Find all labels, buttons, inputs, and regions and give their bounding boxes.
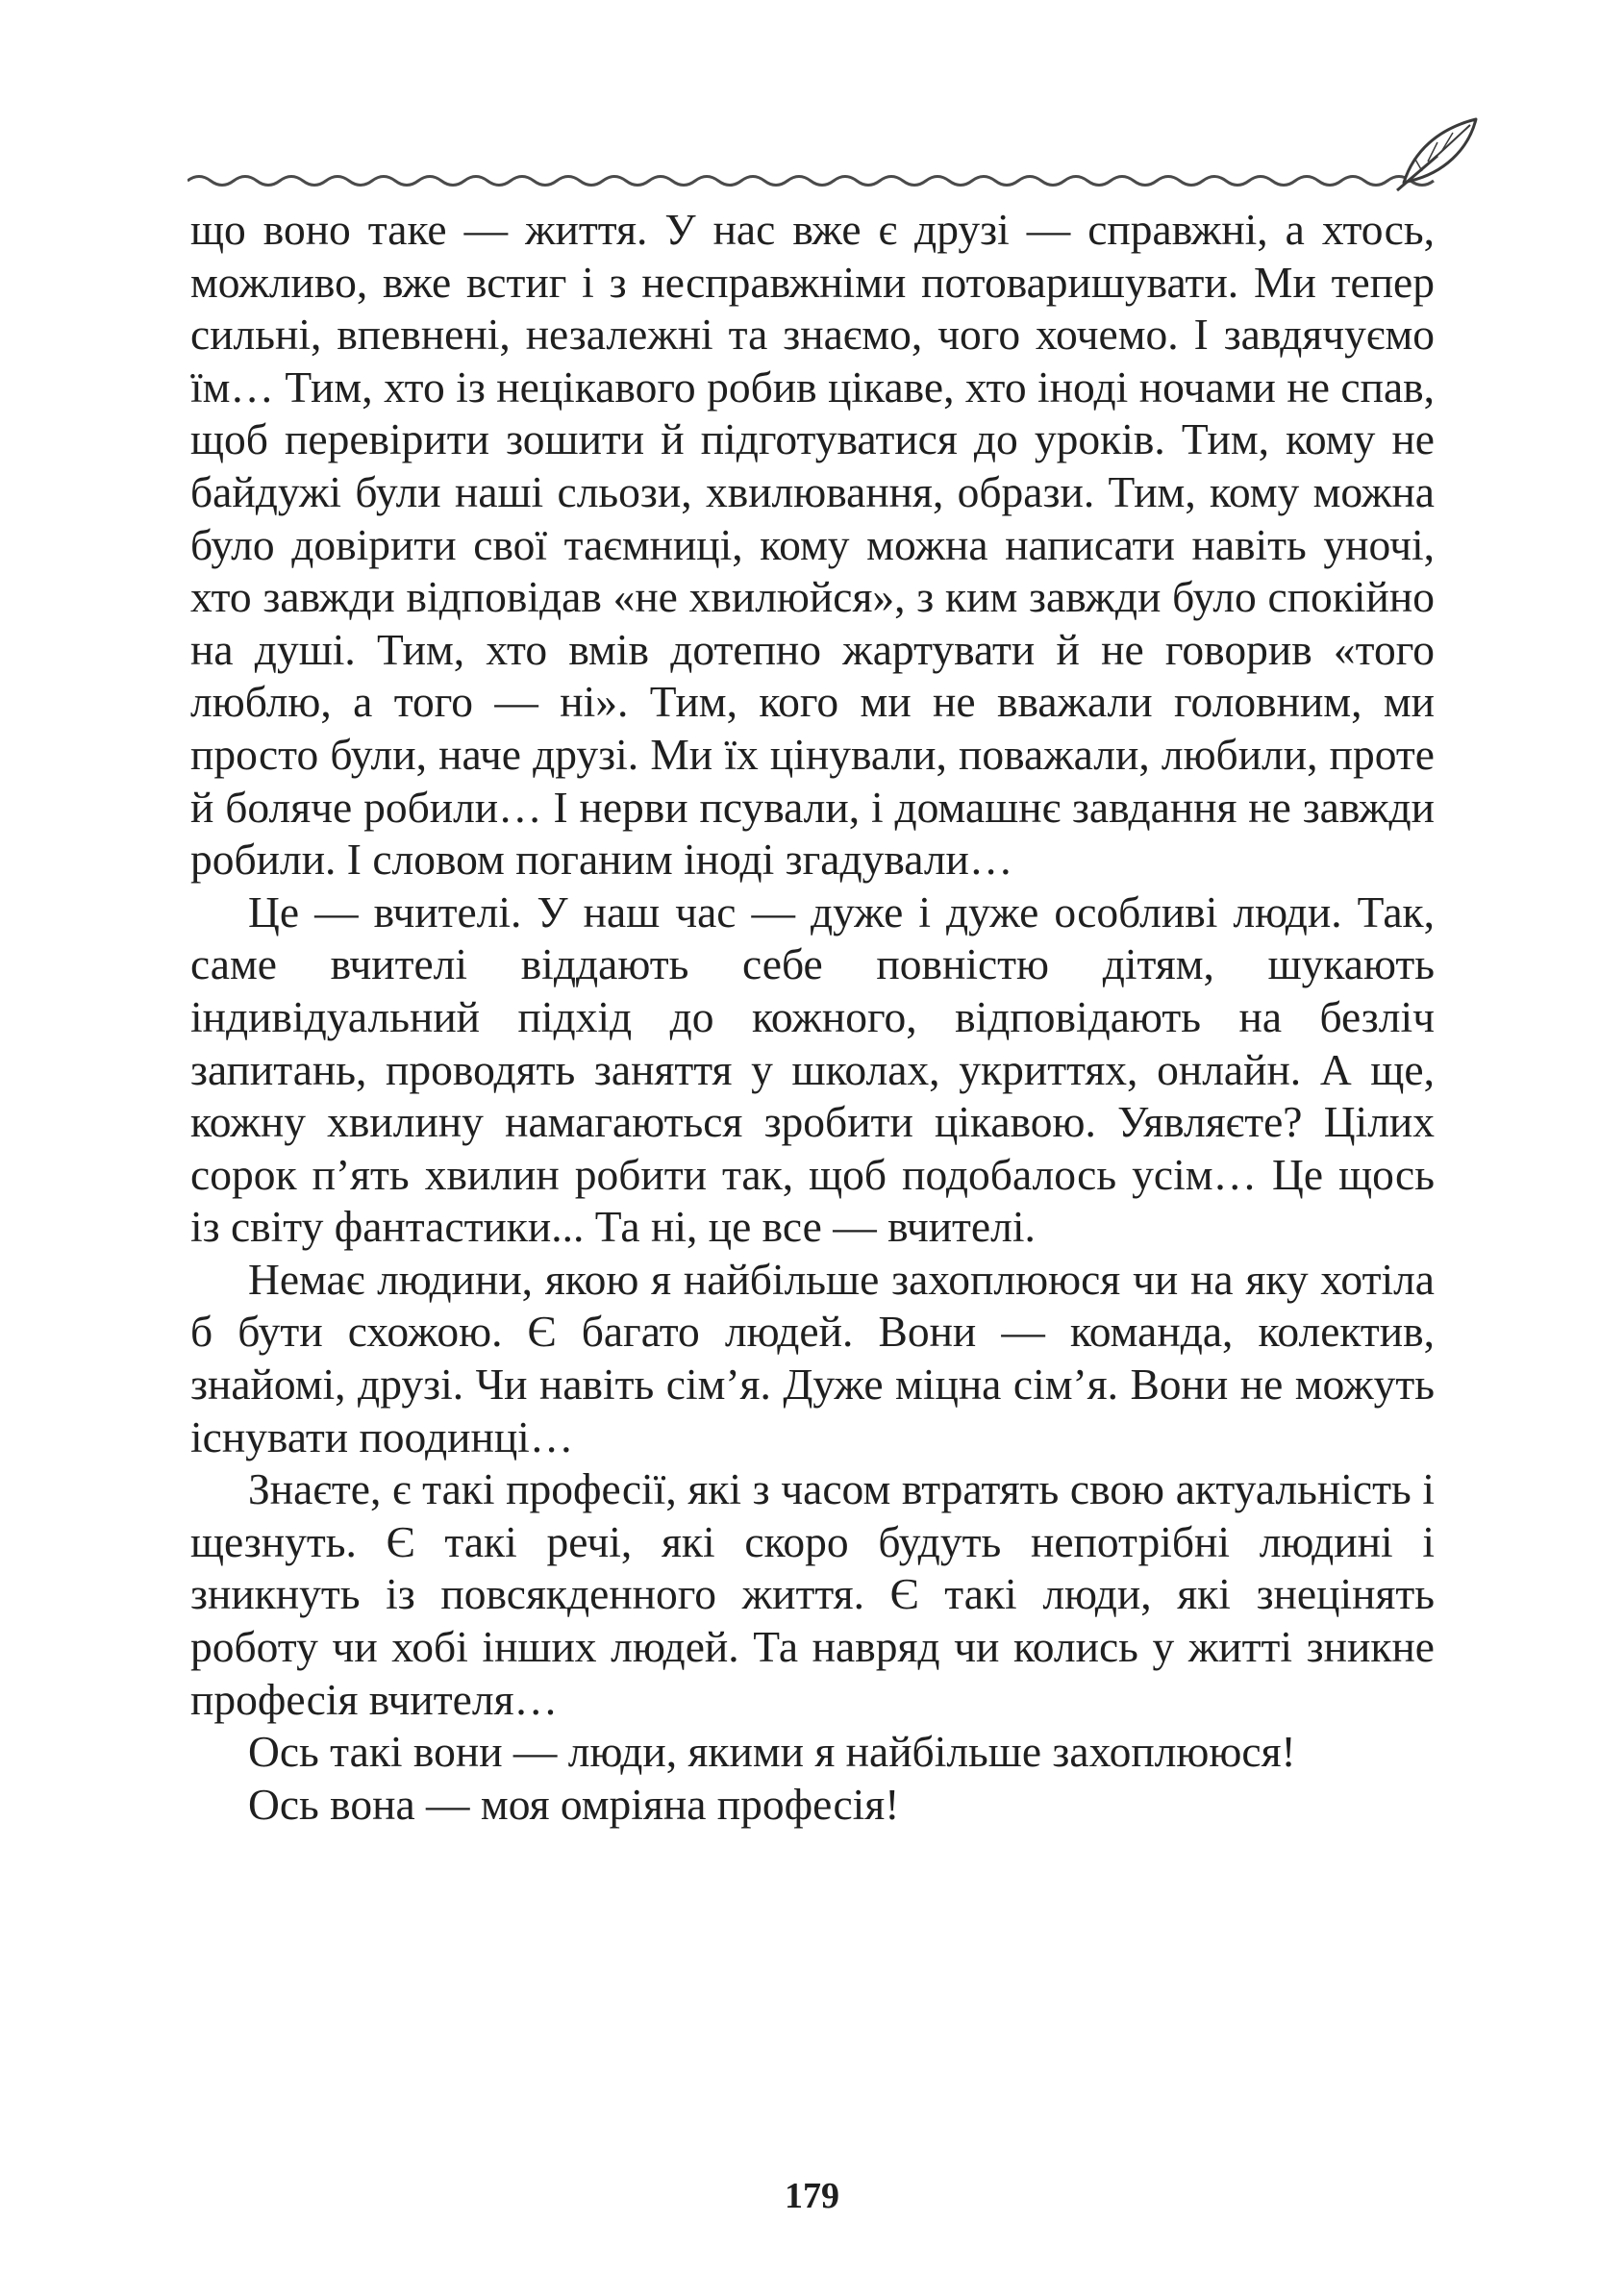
wavy-divider <box>187 177 1434 186</box>
feather-quill-icon <box>1397 119 1476 190</box>
paragraph: що воно таке — життя. У нас вже є друзі — справжні, а хтось, можливо, вже встиг і з несправжніми потоваришувати. Ми тепер сильні, впевнені, незалежні та знаємо, чого хочемо. І завдячуємо їм… Тим, хто із нецікавого робив цікаве, хто іноді ночами не спав, щоб перевірити зошити й підготуватися до уроків. Тим, кому не байдужі були наші сльози, хвилювання, образи. Тим, кому можна було довірити свої таємниці, кому можна написати навіть уночі, хто завжди відповідав «не хвилюйся», з ким завжди було спокійно на душі. Тим, хто вмів дотепно жартувати й не говорив «того люблю, а того — ні». Тим, кого ми не вважали головним, ми просто були, наче друзі. Ми їх цінували, поважали, любили, проте й боляче робили… І нерви псували, і домашнє завдання не завжди робили. І словом поганим іноді згадували… <box>190 205 1435 885</box>
page-number: 179 <box>785 2176 839 2216</box>
header-ornament <box>187 113 1486 200</box>
paragraph: Ось такі вони — люди, якими я найбільше захоплююся! <box>248 1727 1296 1777</box>
paragraph: Це — вчителі. У наш час — дуже і дуже особливі люди. Так, саме вчителі віддають себе повністю дітям, шукають індивідуальний підхід до кожного, відповідають на безліч запитань, проводять заняття у школах, укриттях, онлайн. А ще, кожну хвилину намагаються зробити цікавою. Уявляєте? Цілих сорок п’ять хвилин робити так, щоб подобалось усім… Це щось із світу фантастики... Та ні, це все — вчителі. <box>190 886 1435 1252</box>
body-text <box>190 204 1435 1831</box>
paragraph: Знаєте, є такі професії, які з часом втратять свою актуальність і щезнуть. Є такі речі, які скоро будуть непотрібні людині і зникнуть із повсякденного життя. Є такі люди, які знецінять роботу чи хобі інших людей. Та навряд чи колись у житті зникне професія вчителя… <box>190 1464 1435 1724</box>
paragraph: Ось вона — моя омріяна професія! <box>248 1779 900 1829</box>
paragraph: Немає людини, якою я найбільше захоплююся чи на яку хотіла б бути схожою. Є багато людей. Вони — команда, колектив, знайомі, друзі. Чи навіть сім’я. Дуже міцна сім’я. Вони не можуть існувати поодинці… <box>190 1254 1435 1461</box>
